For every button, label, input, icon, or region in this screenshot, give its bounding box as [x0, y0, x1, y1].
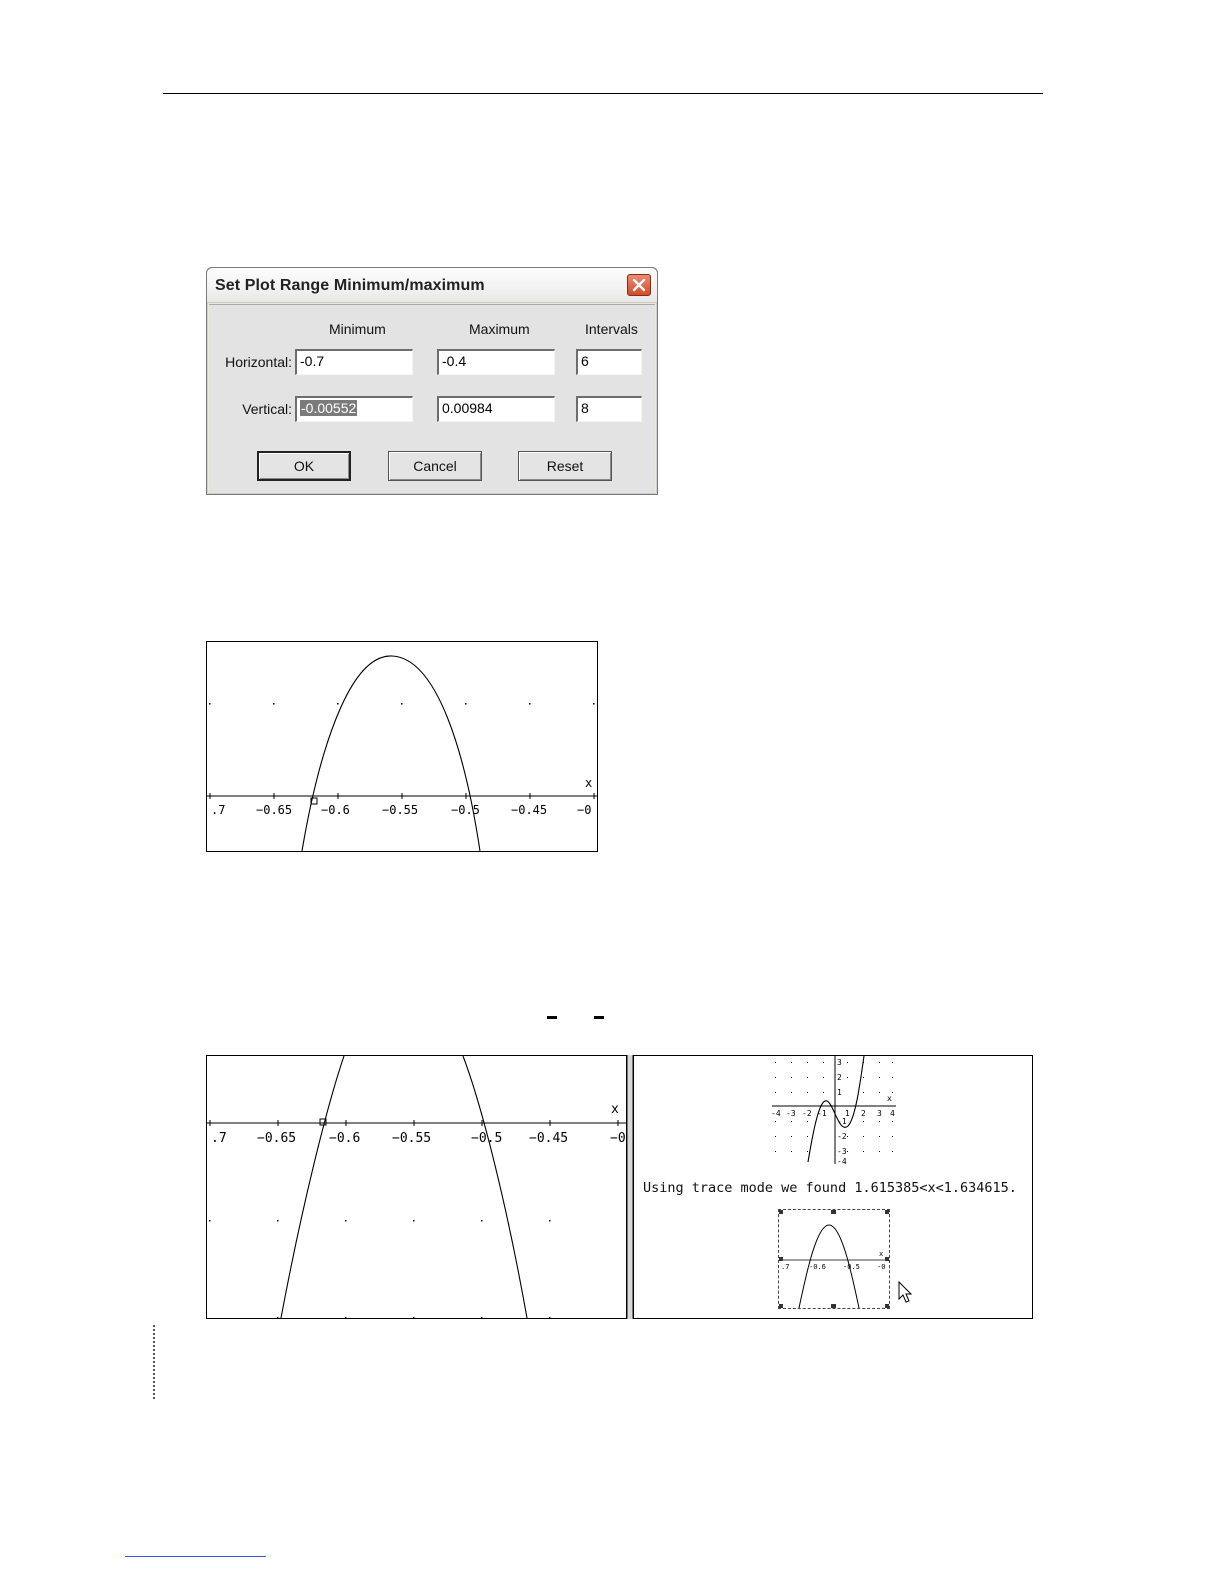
- small-plot-canvas: [634, 1056, 1032, 1166]
- vertical-maximum-field[interactable]: 0.00984: [437, 396, 555, 422]
- grid-dots: [209, 703, 595, 705]
- mouse-pointer-icon: [898, 1281, 914, 1305]
- trace-result-text: Using trace mode we found 1.615385<x<1.634615.: [643, 1180, 1017, 1196]
- tick-label: −0.45: [529, 1131, 569, 1146]
- dialog-title: Set Plot Range Minimum/maximum: [215, 277, 485, 294]
- tick-label: 2: [837, 1073, 842, 1082]
- wide-zoomed-plot-canvas: [207, 1056, 626, 1318]
- tick-label: −0.55: [382, 803, 419, 817]
- tick-label: 4: [890, 1109, 895, 1118]
- wide-zoomed-plot: [206, 1055, 627, 1319]
- tick-label: −0.65: [257, 1131, 297, 1146]
- tick-label: −0.65: [256, 803, 293, 817]
- tick-label: -0.5: [843, 1263, 860, 1271]
- dialog-titlebar[interactable]: [207, 268, 657, 303]
- tick-label: -2: [837, 1132, 847, 1141]
- vertical-intervals-field[interactable]: 8: [576, 396, 642, 422]
- column-header-minimum: Minimum: [329, 321, 386, 337]
- tick-label: -1: [817, 1109, 827, 1118]
- curve-left-branch: [281, 1056, 344, 1318]
- vertical-label: Vertical:: [242, 401, 292, 417]
- x-axis-var-label: x: [585, 776, 593, 790]
- tick-label: −0.6: [329, 1131, 361, 1146]
- tick-label: 1: [837, 1088, 842, 1097]
- ok-button[interactable]: OK: [257, 451, 351, 481]
- reset-button[interactable]: Reset: [518, 451, 612, 481]
- tick-label: -4: [771, 1109, 781, 1118]
- tick-label: -0.6: [809, 1263, 826, 1271]
- tick-label: 1: [845, 1109, 850, 1118]
- resize-handles: [779, 1210, 889, 1308]
- tick-label: −0.55: [392, 1131, 432, 1146]
- horizontal-minimum-field[interactable]: -0.7: [295, 349, 413, 375]
- tick-label: 3: [877, 1109, 882, 1118]
- close-button[interactable]: [627, 274, 651, 296]
- footer-link-rule: [125, 1556, 266, 1557]
- zoomed-plot-canvas: [207, 642, 597, 851]
- tick-label: −0.6: [321, 803, 350, 817]
- tick-label: 3: [837, 1058, 842, 1067]
- tick-label: -1: [837, 1117, 847, 1126]
- tick-label: -3: [786, 1109, 796, 1118]
- tick-label: −0: [577, 803, 592, 817]
- curve: [302, 656, 480, 851]
- thumbnail-plot-selection[interactable]: [778, 1209, 890, 1309]
- column-header-maximum: Maximum: [469, 321, 530, 337]
- notebook-pane: [633, 1055, 1033, 1319]
- tick-label: .7: [781, 1263, 790, 1271]
- tick-label: 2: [861, 1109, 866, 1118]
- tick-label: -4: [837, 1157, 847, 1166]
- tick-label: -0: [877, 1263, 886, 1271]
- header-rule: [163, 93, 1043, 94]
- horizontal-intervals-field[interactable]: 6: [576, 349, 642, 375]
- tick-label: .7: [211, 1131, 227, 1146]
- cancel-button[interactable]: Cancel: [388, 451, 482, 481]
- x-axis-var-label: x: [879, 1250, 884, 1258]
- tick-label: -2: [802, 1109, 812, 1118]
- close-icon: [628, 275, 650, 295]
- tick-label: −0.5: [471, 1131, 503, 1146]
- horizontal-label: Horizontal:: [225, 354, 292, 370]
- thumbnail-plot-canvas: [779, 1210, 889, 1308]
- vertical-minimum-field[interactable]: [295, 396, 413, 422]
- column-header-intervals: Intervals: [585, 321, 638, 337]
- plot-range-dialog: [206, 267, 658, 495]
- horizontal-maximum-field[interactable]: -0.4: [437, 349, 555, 375]
- tick-label: −0.45: [511, 803, 548, 817]
- dash-mark: [547, 1016, 557, 1019]
- tick-label: −0: [610, 1131, 626, 1146]
- grid-dots: [775, 1062, 893, 1152]
- grid-dots: [209, 1220, 551, 1318]
- dash-mark: [594, 1016, 604, 1019]
- tick-label: −0.5: [451, 803, 480, 817]
- tick-label: .7: [211, 803, 226, 817]
- tick-label: -3: [837, 1147, 847, 1156]
- dialog-body: [209, 304, 655, 493]
- zoomed-plot: [206, 641, 598, 852]
- x-axis-var-label: x: [887, 1094, 892, 1103]
- curve-right-branch: [463, 1056, 527, 1318]
- x-axis-var-label: x: [611, 1102, 619, 1117]
- margin-change-bar: [153, 1325, 155, 1399]
- vertical-minimum-selected-text: -0.00552: [301, 400, 357, 416]
